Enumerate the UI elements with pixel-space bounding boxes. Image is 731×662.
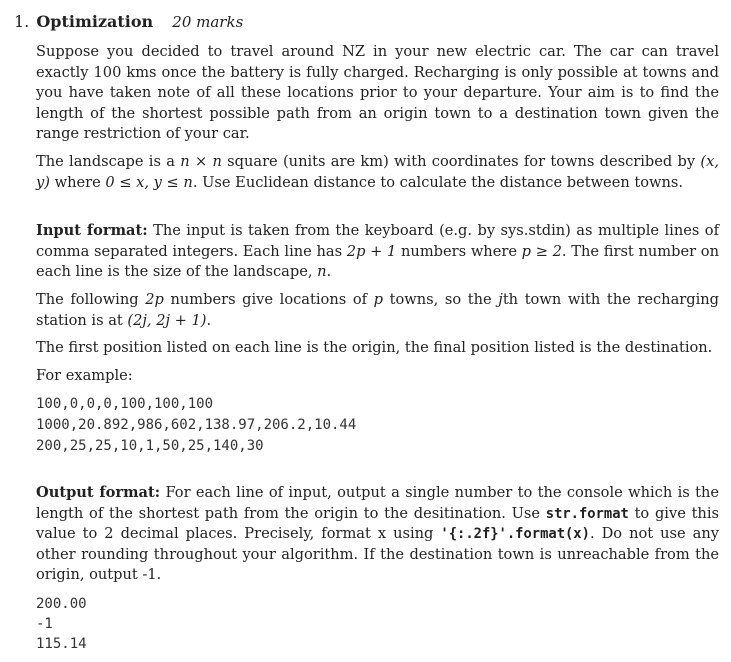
example-output-line: 115.14 (36, 636, 87, 652)
input-format-label: Input format: (36, 222, 148, 239)
text-span: The following (36, 291, 146, 308)
text-span: numbers where (396, 242, 522, 260)
text-span: . Use Euclidean distance to calculate the distance between towns. (192, 173, 684, 191)
question-marks: 20 marks (172, 13, 244, 31)
text-span: . Do not use any other rounding throughout your algorithm. If the destination town is unreachable from the origin, output -1. (36, 525, 719, 584)
math-span: (2j, 2j + 1) (127, 311, 207, 329)
math-span: p (373, 291, 383, 308)
math-span: n (317, 263, 327, 281)
example-input-line: 100,0,0,0,100,100,100 (36, 396, 214, 412)
math-span: (x, y) (36, 153, 719, 191)
landscape-paragraph (36, 152, 719, 193)
text-span: where (49, 173, 106, 191)
text-span: towns, so the (382, 291, 499, 308)
text-span: . (206, 311, 212, 329)
math-span: 2p + 1 (346, 242, 397, 260)
text-span: The landscape is a (36, 153, 181, 170)
code-span: '{:.2f}'.format(x) (440, 526, 590, 543)
question-heading (14, 12, 243, 32)
text-span: th town with the recharging station is at (36, 291, 720, 329)
math-span: 2p (145, 291, 164, 308)
intro-paragraph: Suppose you decided to travel around NZ in your new electric car. The car can travel exactly 100 kms once the battery is fully charged. Recharging is only possible at towns and you have taken note of all these locations prior to your departure. Your aim is to find the length of the shortest possible path from an origin town to a destination town given the range restriction of your car. (36, 43, 719, 143)
example-output-line: -1 (36, 616, 53, 632)
math-span: n × n (180, 153, 222, 170)
question-title: Optimization (36, 12, 154, 31)
example-output-line: 200.00 (36, 596, 87, 612)
towns-paragraph (36, 290, 719, 331)
code-span: str.format (545, 505, 629, 522)
question-number: 1. (14, 12, 30, 31)
input-format-paragraph (36, 221, 719, 283)
for-example-label: For example: (36, 367, 133, 384)
math-span: j (498, 291, 503, 308)
text-span: numbers give locations of (163, 291, 374, 308)
example-input-line: 1000,20.892,986,602,138.97,206.2,10.44 (36, 417, 357, 433)
example-input-line: 200,25,25,10,1,50,25,140,30 (36, 438, 264, 454)
text-span: For each line of input, output a single number to the console which is the length of the shortest path from the origin to the desitination. Use (36, 484, 719, 522)
math-span: p ≥ 2 (521, 242, 562, 260)
math-span: 0 ≤ x, y ≤ n (105, 173, 193, 191)
text-span: . (326, 263, 332, 281)
text-span: The input is taken from the keyboard (e.g. by sys.stdin) as multiple lines of comma separated integers. Each line has (36, 222, 719, 260)
text-span: . The first number on each line is the size of the landscape, (36, 242, 719, 281)
origin-destination-paragraph: The first position listed on each line is the origin, the final position listed is the destination. (36, 339, 713, 356)
output-format-label: Output format: (36, 484, 161, 501)
text-span: square (units are km) with coordinates for towns described by (221, 153, 701, 170)
output-format-paragraph (36, 483, 719, 586)
text-span: to give this value to 2 decimal places. Precisely, format x using (36, 504, 719, 543)
